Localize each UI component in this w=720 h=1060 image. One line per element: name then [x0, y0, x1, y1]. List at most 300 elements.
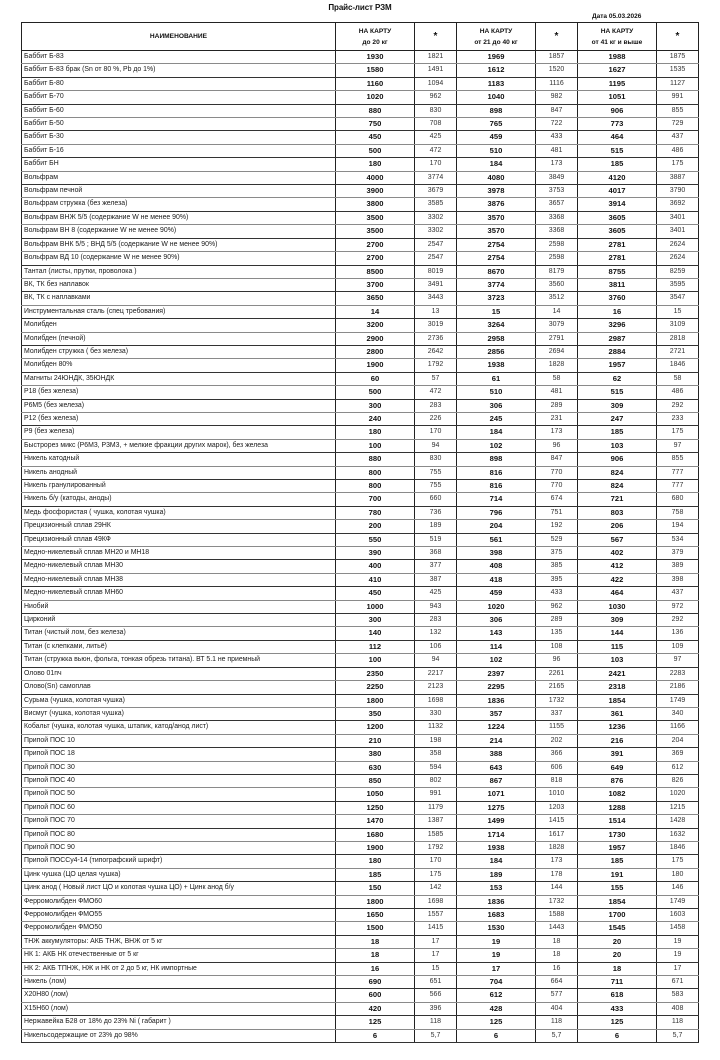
- cell-star-tier1: 283: [415, 614, 457, 627]
- cell-star-tier1: 189: [415, 520, 457, 533]
- cell-star-tier3: 1875: [657, 51, 699, 64]
- cell-star-tier1: 283: [415, 399, 457, 412]
- cell-price-tier1: 1470: [336, 815, 415, 828]
- cell-star-tier3: 1127: [657, 77, 699, 90]
- cell-price-tier1: 3700: [336, 278, 415, 291]
- cell-star-tier3: 1749: [657, 895, 699, 908]
- cell-price-tier1: 800: [336, 466, 415, 479]
- cell-price-tier2: 765: [457, 118, 536, 131]
- cell-price-tier3: 464: [578, 587, 657, 600]
- cell-name: Баббит Б-83 брак (Sn от 80 %, Pb до 1%): [22, 64, 336, 77]
- table-row: [22, 909, 699, 922]
- cell-star-tier1: 1415: [415, 922, 457, 935]
- cell-star-tier1: 8019: [415, 265, 457, 278]
- cell-name: Никель (лом): [22, 976, 336, 989]
- cell-price-tier1: 450: [336, 131, 415, 144]
- cell-star-tier1: 358: [415, 748, 457, 761]
- cell-name: Баббит Б-70: [22, 91, 336, 104]
- cell-star-tier2: 173: [536, 426, 578, 439]
- table-row: [22, 399, 699, 412]
- cell-star-tier3: 1166: [657, 721, 699, 734]
- cell-star-tier2: 178: [536, 868, 578, 881]
- header-tier2: [457, 23, 536, 51]
- cell-price-tier3: 618: [578, 989, 657, 1002]
- cell-price-tier2: 61: [457, 372, 536, 385]
- cell-price-tier1: 2350: [336, 667, 415, 680]
- cell-price-tier1: 180: [336, 158, 415, 171]
- cell-star-tier3: 408: [657, 1002, 699, 1015]
- cell-star-tier2: 982: [536, 91, 578, 104]
- cell-star-tier1: 1792: [415, 359, 457, 372]
- cell-price-tier1: 125: [336, 1016, 415, 1029]
- cell-star-tier3: 2818: [657, 332, 699, 345]
- cell-star-tier3: 855: [657, 453, 699, 466]
- cell-price-tier1: 3650: [336, 292, 415, 305]
- cell-price-tier3: 3296: [578, 319, 657, 332]
- cell-name: Молибден (печной): [22, 332, 336, 345]
- cell-price-tier2: 459: [457, 131, 536, 144]
- table-row: [22, 681, 699, 694]
- cell-star-tier2: 3657: [536, 198, 578, 211]
- cell-price-tier1: 3800: [336, 198, 415, 211]
- cell-star-tier1: 2547: [415, 238, 457, 251]
- cell-price-tier2: 2397: [457, 667, 536, 680]
- cell-name: Ферромолибден ФМО55: [22, 909, 336, 922]
- cell-star-tier2: 337: [536, 707, 578, 720]
- cell-star-tier1: 330: [415, 707, 457, 720]
- cell-name: Никель гранулированный: [22, 480, 336, 493]
- cell-star-tier1: 3019: [415, 319, 457, 332]
- cell-star-tier2: 18: [536, 935, 578, 948]
- cell-price-tier2: 816: [457, 480, 536, 493]
- document-date: Дата 05.03.2026: [592, 13, 642, 20]
- cell-star-tier3: 204: [657, 734, 699, 747]
- cell-star-tier1: 425: [415, 587, 457, 600]
- price-table: [21, 22, 699, 1043]
- cell-price-tier1: 450: [336, 587, 415, 600]
- table-row: [22, 627, 699, 640]
- table-row: [22, 520, 699, 533]
- cell-name: Баббит Б-50: [22, 118, 336, 131]
- table-row: [22, 801, 699, 814]
- cell-price-tier2: 3876: [457, 198, 536, 211]
- cell-price-tier3: 391: [578, 748, 657, 761]
- table-row: [22, 211, 699, 224]
- cell-star-tier2: 14: [536, 305, 578, 318]
- document-title: Прайс-лист РЗМ: [328, 3, 392, 12]
- cell-name: Медно-никелевый сплав МН30: [22, 560, 336, 573]
- cell-price-tier3: 1236: [578, 721, 657, 734]
- cell-star-tier2: 1617: [536, 828, 578, 841]
- cell-star-tier3: 292: [657, 614, 699, 627]
- cell-price-tier3: 1514: [578, 815, 657, 828]
- cell-star-tier2: 96: [536, 439, 578, 452]
- table-row: [22, 774, 699, 787]
- cell-star-tier2: 135: [536, 627, 578, 640]
- cell-star-tier3: 175: [657, 158, 699, 171]
- cell-name: Прецизионный сплав 29НК: [22, 520, 336, 533]
- table-row: [22, 118, 699, 131]
- cell-price-tier3: 3605: [578, 225, 657, 238]
- cell-star-tier2: 2165: [536, 681, 578, 694]
- cell-star-tier2: 818: [536, 774, 578, 787]
- cell-star-tier3: 486: [657, 144, 699, 157]
- cell-star-tier3: 855: [657, 104, 699, 117]
- cell-star-tier1: 472: [415, 386, 457, 399]
- cell-star-tier1: 1132: [415, 721, 457, 734]
- cell-star-tier3: 671: [657, 976, 699, 989]
- cell-star-tier3: 19: [657, 949, 699, 962]
- cell-name: Цинк чушка (ЦО целая чушка): [22, 868, 336, 881]
- header-tier2-star: *: [536, 23, 578, 51]
- cell-star-tier3: 1632: [657, 828, 699, 841]
- cell-star-tier1: 991: [415, 788, 457, 801]
- cell-price-tier2: 3774: [457, 278, 536, 291]
- cell-price-tier1: 4000: [336, 171, 415, 184]
- cell-name: Припой ПОС 30: [22, 761, 336, 774]
- cell-star-tier3: 398: [657, 573, 699, 586]
- cell-star-tier2: 3560: [536, 278, 578, 291]
- cell-price-tier2: 459: [457, 587, 536, 600]
- cell-price-tier1: 185: [336, 868, 415, 881]
- header-tier1: [336, 23, 415, 51]
- cell-price-tier3: 1988: [578, 51, 657, 64]
- table-row: [22, 1029, 699, 1042]
- cell-star-tier3: 389: [657, 560, 699, 573]
- cell-star-tier1: 13: [415, 305, 457, 318]
- cell-name: Вольфрам стружка (без железа): [22, 198, 336, 211]
- header-tier2-line1: НА КАРТУ: [479, 27, 513, 35]
- cell-price-tier2: 408: [457, 560, 536, 573]
- cell-star-tier2: 202: [536, 734, 578, 747]
- cell-name: Припой ПОС 60: [22, 801, 336, 814]
- cell-price-tier2: 1224: [457, 721, 536, 734]
- cell-name: Вольфрам ВНЖ 5/5 (содержание W не менее 90%): [22, 211, 336, 224]
- cell-star-tier1: 943: [415, 600, 457, 613]
- table-row: [22, 77, 699, 90]
- cell-price-tier3: 155: [578, 882, 657, 895]
- cell-star-tier3: 2283: [657, 667, 699, 680]
- cell-price-tier3: 8755: [578, 265, 657, 278]
- cell-star-tier3: 3401: [657, 211, 699, 224]
- cell-star-tier3: 292: [657, 399, 699, 412]
- cell-star-tier1: 1491: [415, 64, 457, 77]
- header-tier3: [578, 23, 657, 51]
- table-row: [22, 587, 699, 600]
- cell-price-tier1: 850: [336, 774, 415, 787]
- cell-name: Баббит Б-16: [22, 144, 336, 157]
- cell-price-tier2: 3570: [457, 211, 536, 224]
- cell-price-tier3: 18: [578, 962, 657, 975]
- cell-star-tier3: 3547: [657, 292, 699, 305]
- cell-price-tier1: 112: [336, 640, 415, 653]
- cell-price-tier2: 3570: [457, 225, 536, 238]
- cell-price-tier2: 1612: [457, 64, 536, 77]
- cell-price-tier1: 16: [336, 962, 415, 975]
- cell-star-tier2: 770: [536, 480, 578, 493]
- cell-price-tier3: 3760: [578, 292, 657, 305]
- cell-star-tier1: 1821: [415, 51, 457, 64]
- table-row: [22, 614, 699, 627]
- table-row: [22, 158, 699, 171]
- cell-star-tier1: 3491: [415, 278, 457, 291]
- cell-star-tier1: 3302: [415, 211, 457, 224]
- cell-price-tier2: 1071: [457, 788, 536, 801]
- cell-name: Медно-никелевый сплав МН60: [22, 587, 336, 600]
- cell-star-tier3: 583: [657, 989, 699, 1002]
- table-row: [22, 788, 699, 801]
- cell-price-tier3: 515: [578, 386, 657, 399]
- cell-price-tier1: 1800: [336, 694, 415, 707]
- cell-price-tier1: 350: [336, 707, 415, 720]
- table-row: [22, 292, 699, 305]
- cell-price-tier3: 876: [578, 774, 657, 787]
- table-row: [22, 815, 699, 828]
- table-row: [22, 855, 699, 868]
- cell-price-tier3: 773: [578, 118, 657, 131]
- table-row: [22, 828, 699, 841]
- cell-name: Титан (стружка вьюн, фольга, тонкая обрезь титана). ВТ 5.1 не приемный: [22, 654, 336, 667]
- cell-star-tier1: 17: [415, 935, 457, 948]
- table-row: [22, 319, 699, 332]
- cell-name: Припой ПОС 40: [22, 774, 336, 787]
- cell-star-tier3: 437: [657, 131, 699, 144]
- cell-name: Никель анодный: [22, 466, 336, 479]
- cell-price-tier3: 16: [578, 305, 657, 318]
- cell-star-tier1: 2547: [415, 252, 457, 265]
- cell-star-tier2: 3368: [536, 211, 578, 224]
- cell-price-tier2: 19: [457, 949, 536, 962]
- cell-name: Титан (с клепками, литьё): [22, 640, 336, 653]
- cell-price-tier1: 500: [336, 386, 415, 399]
- cell-price-tier1: 150: [336, 882, 415, 895]
- table-row: [22, 64, 699, 77]
- cell-star-tier3: 612: [657, 761, 699, 774]
- cell-name: Ферромолибден ФМО50: [22, 922, 336, 935]
- cell-star-tier3: 136: [657, 627, 699, 640]
- cell-name: Сурьма (чушка, колотая чушка): [22, 694, 336, 707]
- cell-price-tier3: 1957: [578, 359, 657, 372]
- cell-price-tier1: 3500: [336, 225, 415, 238]
- cell-name: Припой ПОС 50: [22, 788, 336, 801]
- cell-price-tier2: 3723: [457, 292, 536, 305]
- cell-name: Никель б/у (катоды, аноды): [22, 493, 336, 506]
- cell-star-tier2: 289: [536, 614, 578, 627]
- cell-price-tier2: 867: [457, 774, 536, 787]
- cell-price-tier3: 2318: [578, 681, 657, 694]
- cell-price-tier2: 1836: [457, 895, 536, 908]
- cell-price-tier1: 800: [336, 480, 415, 493]
- table-body: [22, 51, 699, 1043]
- cell-name: Никельсодержащие от 23% до 98%: [22, 1029, 336, 1042]
- cell-price-tier3: 144: [578, 627, 657, 640]
- cell-price-tier3: 2987: [578, 332, 657, 345]
- cell-price-tier1: 600: [336, 989, 415, 1002]
- cell-price-tier2: 3978: [457, 185, 536, 198]
- cell-name: Баббит Б-60: [22, 104, 336, 117]
- cell-price-tier3: 1854: [578, 694, 657, 707]
- cell-star-tier3: 1458: [657, 922, 699, 935]
- cell-star-tier1: 962: [415, 91, 457, 104]
- cell-price-tier3: 20: [578, 935, 657, 948]
- cell-star-tier3: 194: [657, 520, 699, 533]
- cell-price-tier1: 1900: [336, 359, 415, 372]
- cell-star-tier3: 1428: [657, 815, 699, 828]
- cell-star-tier3: 2721: [657, 345, 699, 358]
- cell-star-tier1: 3585: [415, 198, 457, 211]
- cell-price-tier3: 191: [578, 868, 657, 881]
- cell-star-tier1: 2217: [415, 667, 457, 680]
- cell-star-tier1: 830: [415, 453, 457, 466]
- cell-star-tier3: 1749: [657, 694, 699, 707]
- cell-price-tier3: 185: [578, 426, 657, 439]
- cell-price-tier2: 306: [457, 614, 536, 627]
- cell-star-tier2: 385: [536, 560, 578, 573]
- cell-name: Вольфрам ВНК 5/5 ; ВНД 5/5 (содержание W не менее 90%): [22, 238, 336, 251]
- cell-star-tier2: 847: [536, 453, 578, 466]
- cell-price-tier1: 1650: [336, 909, 415, 922]
- cell-price-tier1: 1050: [336, 788, 415, 801]
- cell-name: Инструментальная сталь (спец требования): [22, 305, 336, 318]
- cell-name: Молибден: [22, 319, 336, 332]
- cell-price-tier2: 388: [457, 748, 536, 761]
- cell-price-tier2: 1040: [457, 91, 536, 104]
- cell-price-tier2: 1530: [457, 922, 536, 935]
- cell-star-tier2: 1010: [536, 788, 578, 801]
- cell-star-tier3: 233: [657, 412, 699, 425]
- table-row: [22, 439, 699, 452]
- cell-star-tier1: 368: [415, 547, 457, 560]
- cell-name: Припой ПОССу4-14 (типографский шрифт): [22, 855, 336, 868]
- table-row: [22, 185, 699, 198]
- cell-name: Молибден стружка ( без железа): [22, 345, 336, 358]
- table-row: [22, 480, 699, 493]
- cell-name: Висмут (чушка, колотая чушка): [22, 707, 336, 720]
- cell-star-tier3: 758: [657, 506, 699, 519]
- cell-star-tier3: 3887: [657, 171, 699, 184]
- table-row: [22, 707, 699, 720]
- table-row: [22, 721, 699, 734]
- cell-price-tier1: 2800: [336, 345, 415, 358]
- cell-price-tier3: 309: [578, 399, 657, 412]
- cell-star-tier2: 1828: [536, 841, 578, 854]
- cell-price-tier3: 906: [578, 104, 657, 117]
- cell-star-tier1: 651: [415, 976, 457, 989]
- cell-star-tier1: 2642: [415, 345, 457, 358]
- cell-star-tier2: 674: [536, 493, 578, 506]
- cell-star-tier2: 529: [536, 533, 578, 546]
- cell-star-tier2: 173: [536, 855, 578, 868]
- table-row: [22, 976, 699, 989]
- cell-price-tier2: 398: [457, 547, 536, 560]
- cell-star-tier2: 481: [536, 386, 578, 399]
- cell-price-tier2: 8670: [457, 265, 536, 278]
- table-row: [22, 305, 699, 318]
- cell-star-tier1: 57: [415, 372, 457, 385]
- table-row: [22, 278, 699, 291]
- cell-name: Припой ПОС 80: [22, 828, 336, 841]
- cell-star-tier2: 1588: [536, 909, 578, 922]
- cell-price-tier1: 400: [336, 560, 415, 573]
- cell-star-tier2: 1732: [536, 694, 578, 707]
- cell-price-tier1: 180: [336, 855, 415, 868]
- table-row: [22, 225, 699, 238]
- cell-star-tier1: 118: [415, 1016, 457, 1029]
- cell-price-tier3: 412: [578, 560, 657, 573]
- cell-star-tier3: 2186: [657, 681, 699, 694]
- cell-price-tier2: 643: [457, 761, 536, 774]
- table-row: [22, 91, 699, 104]
- cell-price-tier1: 180: [336, 426, 415, 439]
- table-row: [22, 962, 699, 975]
- cell-name: Ниобий: [22, 600, 336, 613]
- cell-star-tier1: 3774: [415, 171, 457, 184]
- table-row: [22, 882, 699, 895]
- cell-price-tier3: 1195: [578, 77, 657, 90]
- cell-star-tier3: 118: [657, 1016, 699, 1029]
- cell-star-tier2: 1415: [536, 815, 578, 828]
- cell-star-tier3: 340: [657, 707, 699, 720]
- cell-star-tier3: 109: [657, 640, 699, 653]
- cell-star-tier3: 180: [657, 868, 699, 881]
- header-tier1-line2: до 20 кг: [362, 38, 388, 46]
- header-tier2-line2: от 21 до 40 кг: [474, 38, 518, 46]
- cell-price-tier2: 3264: [457, 319, 536, 332]
- cell-star-tier1: 594: [415, 761, 457, 774]
- header-tier1-line1: НА КАРТУ: [358, 27, 392, 35]
- cell-star-tier1: 3302: [415, 225, 457, 238]
- cell-star-tier2: 144: [536, 882, 578, 895]
- cell-star-tier1: 2736: [415, 332, 457, 345]
- cell-star-tier2: 375: [536, 547, 578, 560]
- cell-star-tier1: 170: [415, 855, 457, 868]
- cell-star-tier2: 1857: [536, 51, 578, 64]
- cell-name: ТНЖ аккумуляторы: АКБ ТНЖ, ВНЖ от 5 кг: [22, 935, 336, 948]
- cell-price-tier2: 612: [457, 989, 536, 1002]
- cell-price-tier3: 4017: [578, 185, 657, 198]
- cell-price-tier3: 103: [578, 654, 657, 667]
- cell-price-tier1: 550: [336, 533, 415, 546]
- cell-star-tier2: 1443: [536, 922, 578, 935]
- cell-name: Вольфрам ВД 10 (содержание W не менее 90%): [22, 252, 336, 265]
- cell-price-tier3: 1082: [578, 788, 657, 801]
- cell-price-tier3: 3605: [578, 211, 657, 224]
- table-row: [22, 238, 699, 251]
- cell-star-tier1: 802: [415, 774, 457, 787]
- cell-star-tier3: 175: [657, 426, 699, 439]
- table-row: [22, 600, 699, 613]
- cell-price-tier2: 184: [457, 855, 536, 868]
- header-tier3-line2: от 41 кг и выше: [591, 38, 643, 46]
- cell-star-tier3: 369: [657, 748, 699, 761]
- table-row: [22, 895, 699, 908]
- cell-name: Припой ПОС 90: [22, 841, 336, 854]
- cell-star-tier2: 173: [536, 158, 578, 171]
- cell-name: Быстрорез микс (Р6М3, Р3М3, + мелкие фракции других марок), без железа: [22, 439, 336, 452]
- cell-price-tier1: 390: [336, 547, 415, 560]
- cell-price-tier1: 880: [336, 453, 415, 466]
- table-row: [22, 345, 699, 358]
- cell-star-tier1: 175: [415, 868, 457, 881]
- cell-price-tier3: 2884: [578, 345, 657, 358]
- cell-price-tier1: 2250: [336, 681, 415, 694]
- cell-star-tier3: 19: [657, 935, 699, 948]
- cell-star-tier3: 15: [657, 305, 699, 318]
- cell-star-tier1: 1698: [415, 895, 457, 908]
- cell-price-tier1: 1500: [336, 922, 415, 935]
- cell-price-tier2: 428: [457, 1002, 536, 1015]
- cell-star-tier2: 1520: [536, 64, 578, 77]
